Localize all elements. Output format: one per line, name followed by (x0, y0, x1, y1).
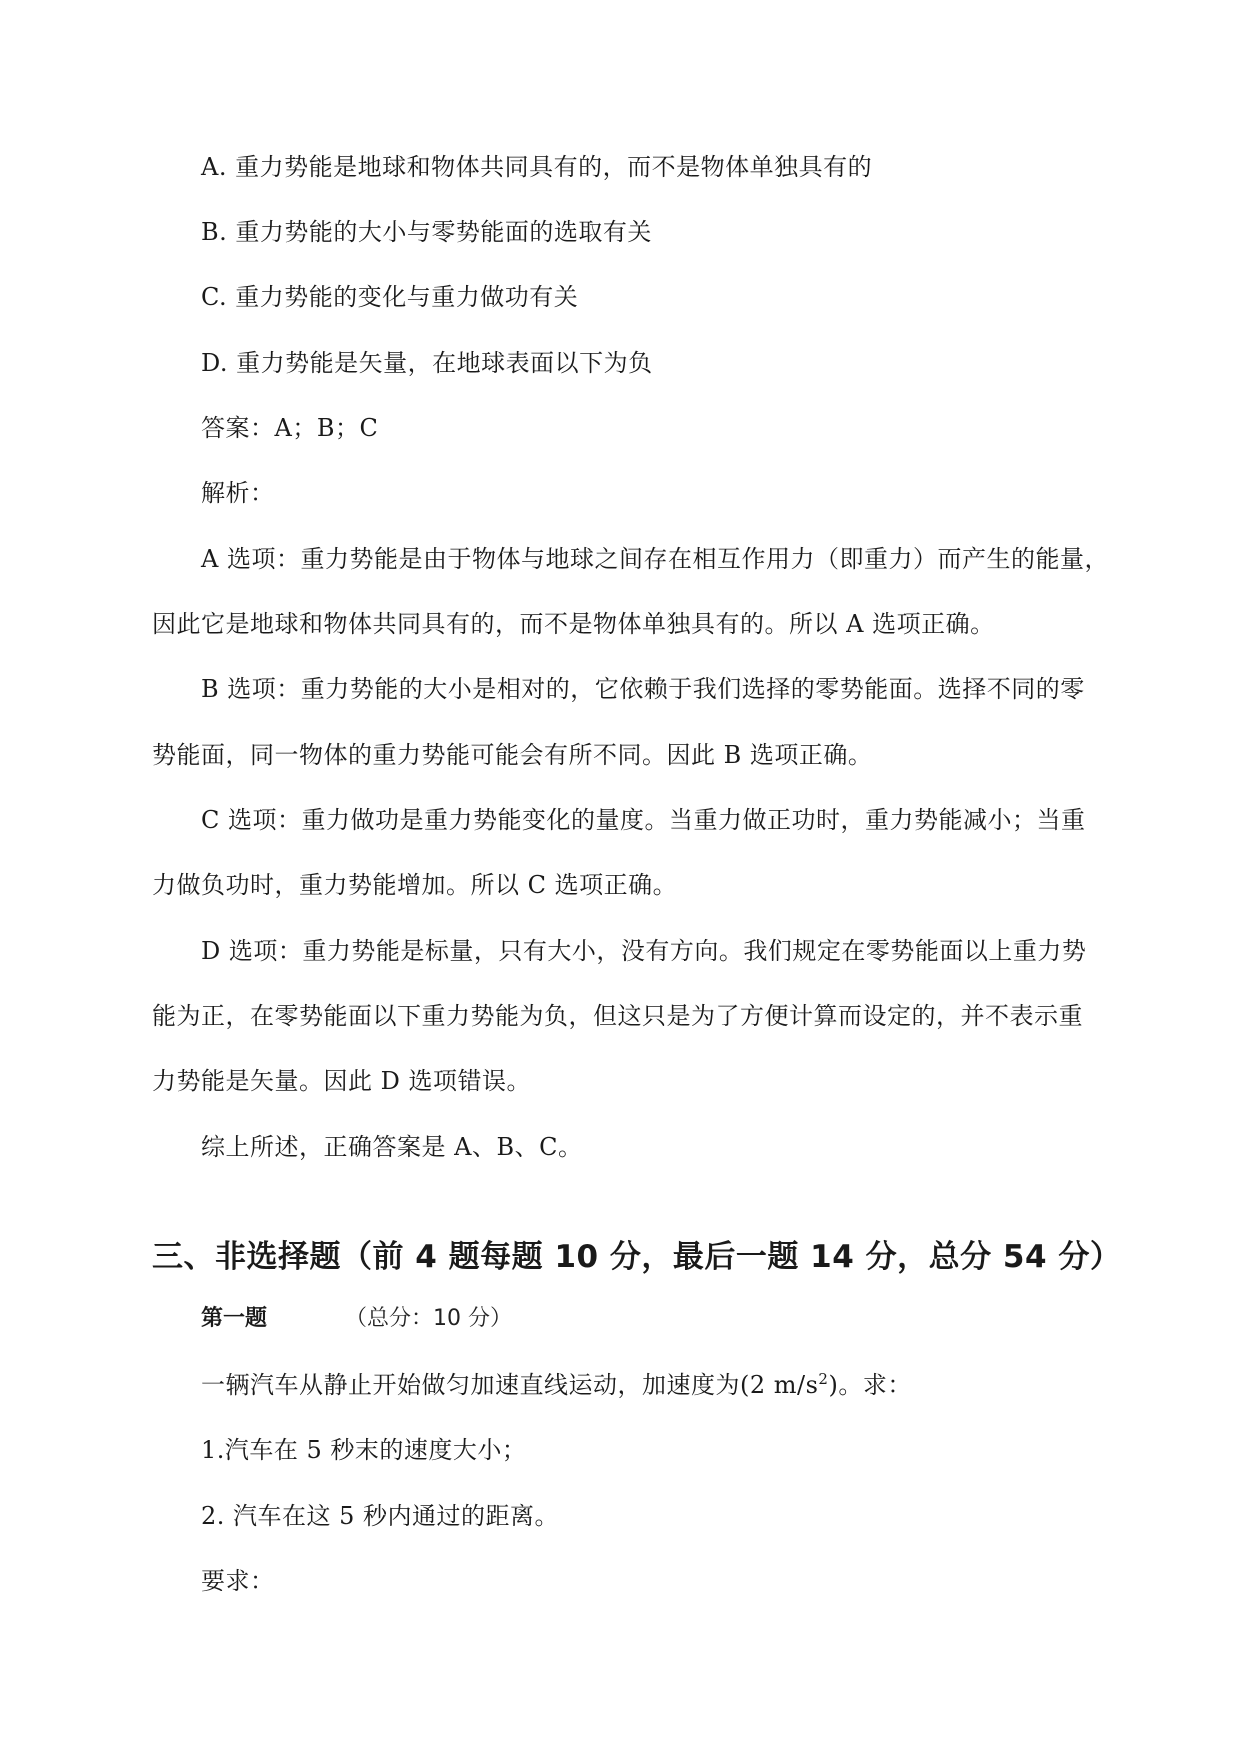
requirement-label: 要求： (201, 1567, 275, 1595)
section-heading: 三、非选择题（前 4 题每题 10 分，最后一题 14 分，总分 54 分） (152, 1239, 1122, 1275)
analysis-c-line2: 力做负功时，重力势能增加。所以 C 选项正确。 (152, 871, 678, 899)
analysis-label: 解析： (201, 479, 275, 507)
analysis-b-line1: B 选项：重力势能的大小是相对的，它依赖于我们选择的零势能面。选择不同的零 (201, 675, 1085, 703)
analysis-c-line1: C 选项：重力做功是重力势能变化的量度。当重力做正功时，重力势能减小；当重 (201, 806, 1086, 834)
option-a: A. 重力势能是地球和物体共同具有的，而不是物体单独具有的 (201, 153, 873, 181)
question-score: （总分：10 分） (345, 1306, 512, 1331)
question-stem-text: 一辆汽车从静止开始做匀加速直线运动，加速度为(2 m/s (201, 1371, 819, 1399)
option-b: B. 重力势能的大小与零势能面的选取有关 (201, 218, 652, 246)
analysis-summary: 综上所述，正确答案是 A、B、C。 (201, 1133, 583, 1161)
analysis-a-line2: 因此它是地球和物体共同具有的，而不是物体单独具有的。所以 A 选项正确。 (152, 610, 995, 638)
question-item-1: 1.汽车在 5 秒末的速度大小； (201, 1436, 527, 1464)
analysis-a-line1: A 选项：重力势能是由于物体与地球之间存在相互作用力（即重力）而产生的能量， (201, 545, 1109, 573)
option-d: D. 重力势能是矢量，在地球表面以下为负 (201, 349, 653, 377)
question-label: 第一题 (201, 1306, 268, 1331)
question-stem (201, 1370, 912, 1400)
option-c: C. 重力势能的变化与重力做功有关 (201, 283, 579, 311)
analysis-d-line1: D 选项：重力势能是标量，只有大小，没有方向。我们规定在零势能面以上重力势 (201, 937, 1087, 965)
question-item-2: 2. 汽车在这 5 秒内通过的距离。 (201, 1502, 560, 1530)
exponent: 2 (818, 1370, 829, 1388)
analysis-d-line3: 力势能是矢量。因此 D 选项错误。 (152, 1067, 531, 1095)
analysis-b-line2: 势能面，同一物体的重力势能可能会有所不同。因此 B 选项正确。 (152, 741, 873, 769)
analysis-d-line2: 能为正，在零势能面以下重力势能为负，但这只是为了方便计算而设定的，并不表示重 (152, 1002, 1083, 1030)
answer-line: 答案：A；B；C (201, 414, 379, 442)
question-stem-end: )。求： (828, 1371, 912, 1399)
